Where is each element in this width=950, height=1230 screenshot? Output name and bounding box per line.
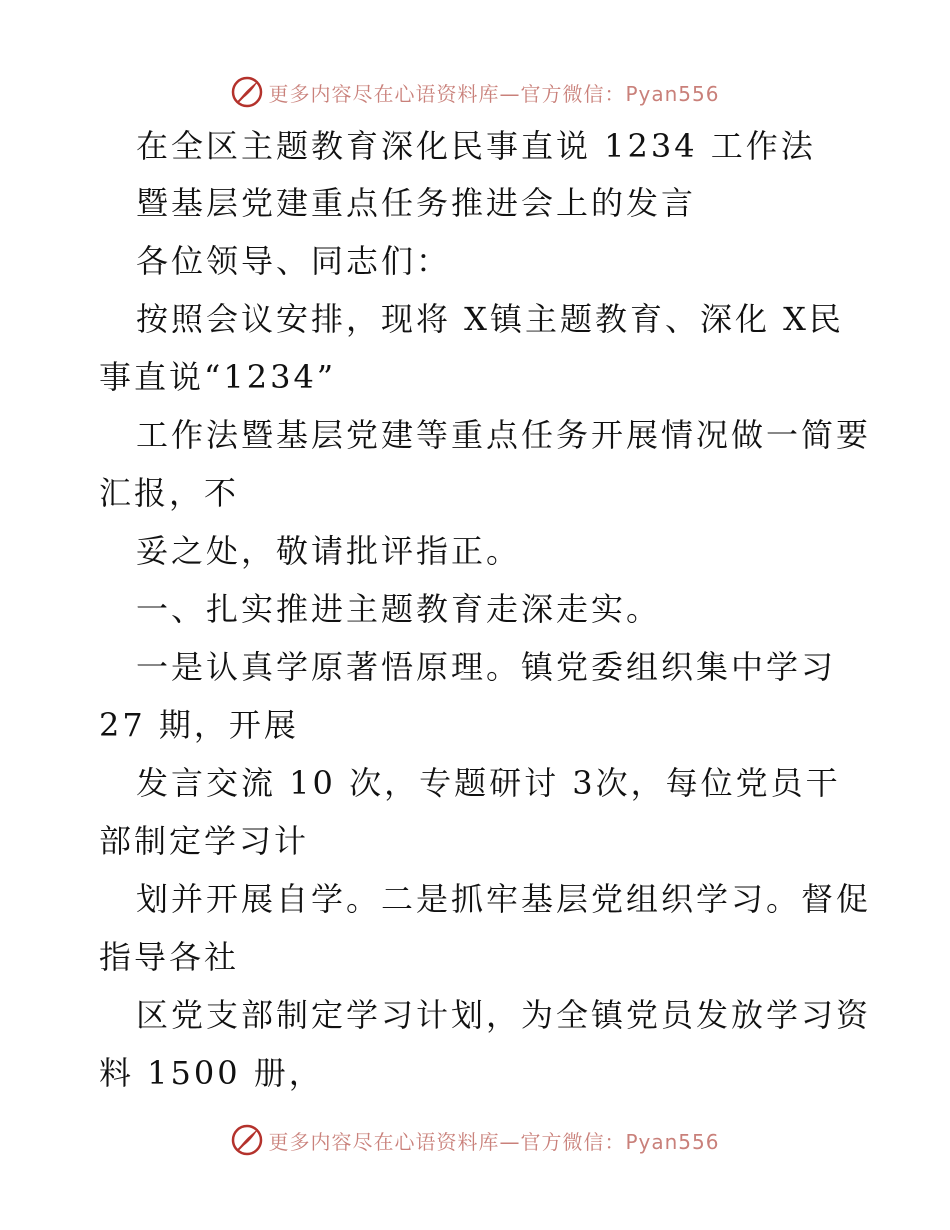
- footer-watermark-text: 更多内容尽在心语资料库—官方微信：Pyan556: [268, 1129, 720, 1154]
- body-line: 妥之处，敬请批评指正。: [136, 532, 522, 570]
- feather-pen-logo-icon: [230, 75, 264, 109]
- body-line: 指导各社: [99, 938, 240, 976]
- body-line: 料 1500 册，: [99, 1054, 324, 1092]
- body-line: 按照会议安排，现将 X镇主题教育、深化 X民: [136, 300, 844, 338]
- title-line-2: 暨基层党建重点任务推进会上的发言: [136, 184, 697, 222]
- body-line: 区党支部制定学习计划，为全镇党员发放学习资: [136, 996, 872, 1034]
- body-line: 划并开展自学。二是抓牢基层党组织学习。督促: [136, 880, 872, 918]
- feather-pen-logo-icon: [230, 1123, 264, 1157]
- section-heading: 一、扎实推进主题教育走深走实。: [136, 590, 662, 628]
- body-line: 工作法暨基层党建等重点任务开展情况做一简要: [136, 416, 872, 454]
- body-line: 发言交流 10 次，专题研讨 3次，每位党员干: [136, 764, 841, 802]
- body-line: 汇报，不: [99, 474, 240, 512]
- body-line: 事直说“1234”: [99, 358, 337, 396]
- header-watermark-text: 更多内容尽在心语资料库—官方微信：Pyan556: [268, 81, 720, 106]
- title-line-1: 在全区主题教育深化民事直说 1234 工作法: [136, 127, 816, 165]
- body-line: 部制定学习计: [99, 822, 310, 860]
- body-line: 一是认真学原著悟原理。镇党委组织集中学习: [136, 648, 837, 686]
- footer-watermark: [0, 1120, 950, 1160]
- body-line: 27 期，开展: [99, 706, 299, 744]
- salutation: 各位领导、同志们：: [136, 242, 452, 280]
- header-watermark: [0, 72, 950, 112]
